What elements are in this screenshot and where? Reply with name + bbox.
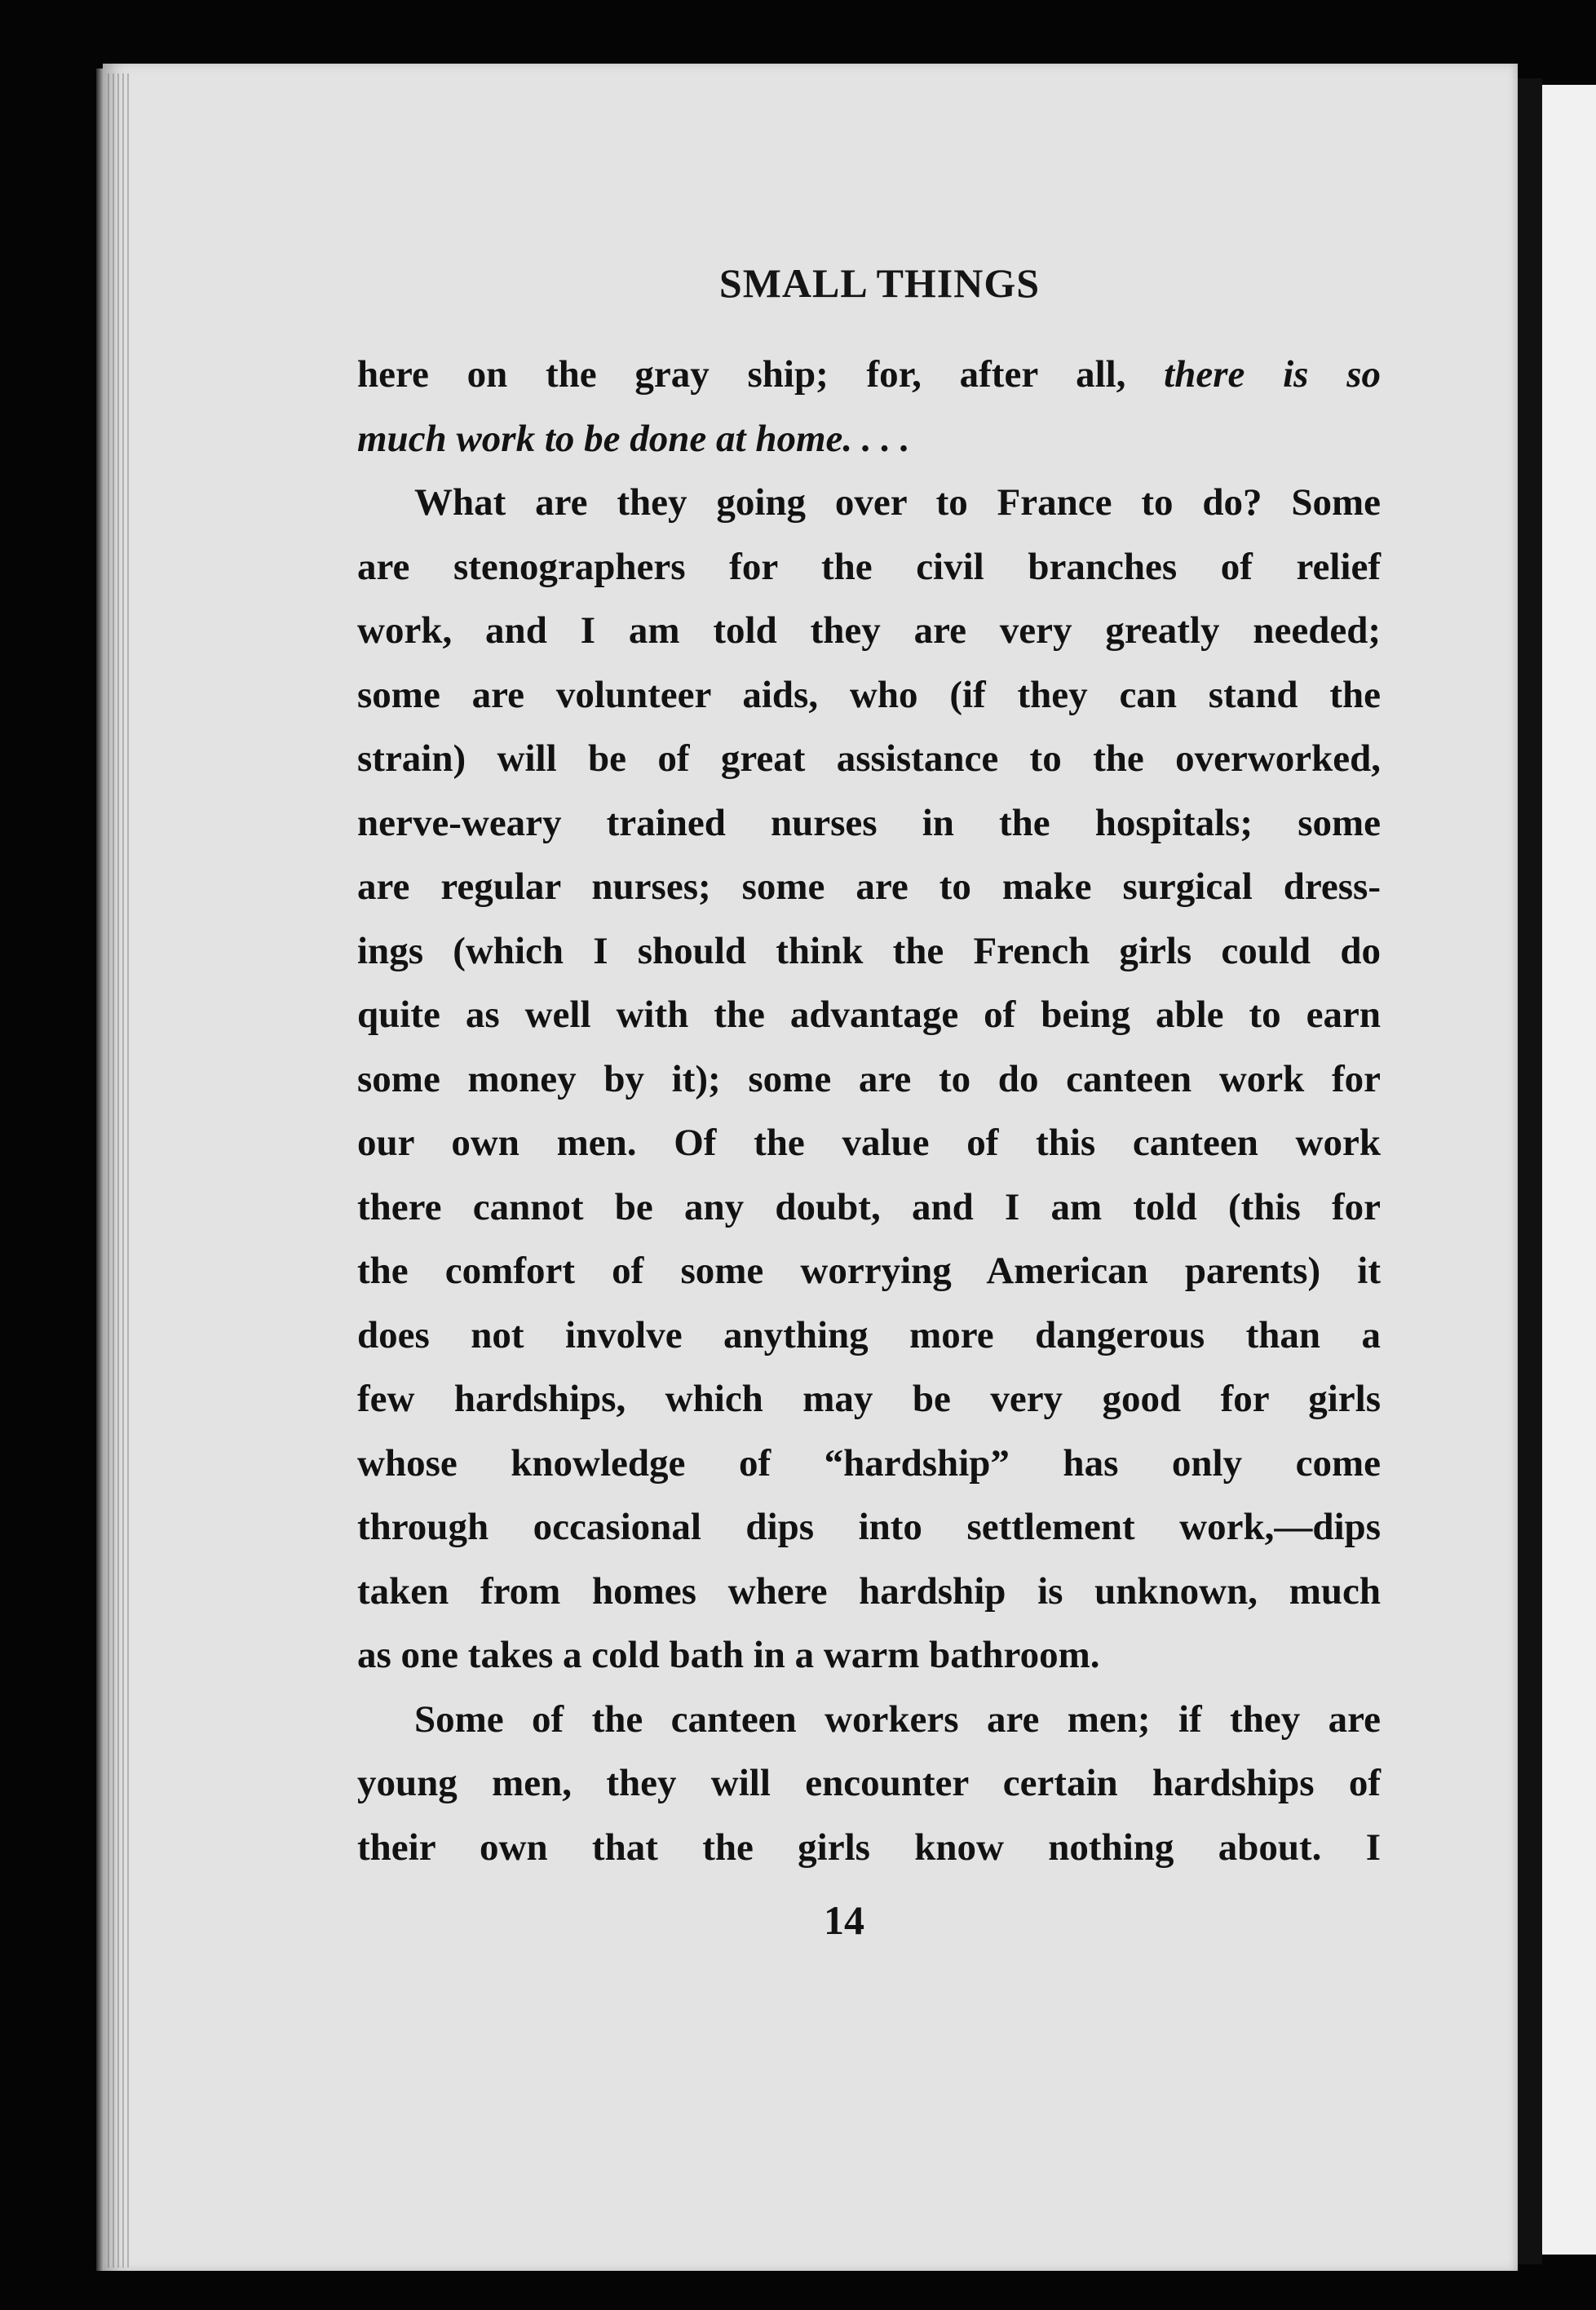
- text-line: whose knowledge of “hardship” has only come: [357, 1441, 1381, 1485]
- paragraph-start-line: What are they going over to France to do? Some: [414, 481, 1381, 524]
- text-line: ings (which I should think the French girls could do: [357, 929, 1381, 972]
- paragraph-start-line: Some of the canteen workers are men; if they are: [414, 1697, 1381, 1741]
- text-line: quite as well with the advantage of being able to earn: [357, 993, 1381, 1036]
- text-line: young men, they will encounter certain hardships of: [357, 1762, 1381, 1804]
- text-line: nerve-weary trained nurses in the hospitals; some: [357, 801, 1381, 844]
- text-line: few hardships, which may be very good for girls: [357, 1378, 1381, 1420]
- page-edge-texture: [108, 73, 132, 2268]
- text-line: the comfort of some worrying American parents) it: [357, 1250, 1381, 1292]
- text-line: as one takes a cold bath in a warm bathroom.: [357, 1634, 1100, 1676]
- text-line: through occasional dips into settlement work,—dips: [357, 1506, 1381, 1548]
- text-line: does not involve anything more dangerous than a: [357, 1313, 1381, 1356]
- text-line: much work to be done at home. . . .: [357, 417, 910, 460]
- text-line: some money by it); some are to do canteen work for: [357, 1057, 1381, 1100]
- facing-page-edge: [1542, 85, 1596, 2255]
- text-line: here on the gray ship; for, after all, there is so: [357, 353, 1381, 396]
- running-head: SMALL THINGS: [718, 260, 1041, 306]
- text-line: are stenographers for the civil branches of relief: [357, 545, 1381, 588]
- text-line: work, and I am told they are very greatly needed;: [357, 609, 1381, 652]
- text-line: taken from homes where hardship is unknown, much: [357, 1569, 1381, 1613]
- text-line: some are volunteer aids, who (if they can stand the: [357, 673, 1381, 716]
- text-line: there cannot be any doubt, and I am told (this for: [357, 1185, 1381, 1228]
- text-line: their own that the girls know nothing about. I: [357, 1825, 1381, 1869]
- text-line: strain) will be of great assistance to the overworked,: [357, 737, 1381, 780]
- page-number: 14: [824, 1897, 864, 1943]
- text-line: our own men. Of the value of this canteen work: [357, 1122, 1381, 1164]
- body-text: [357, 343, 1381, 1879]
- text-line: are regular nurses; some are to make surgical dress-: [357, 865, 1381, 908]
- facing-page-gutter: [1518, 78, 1542, 2264]
